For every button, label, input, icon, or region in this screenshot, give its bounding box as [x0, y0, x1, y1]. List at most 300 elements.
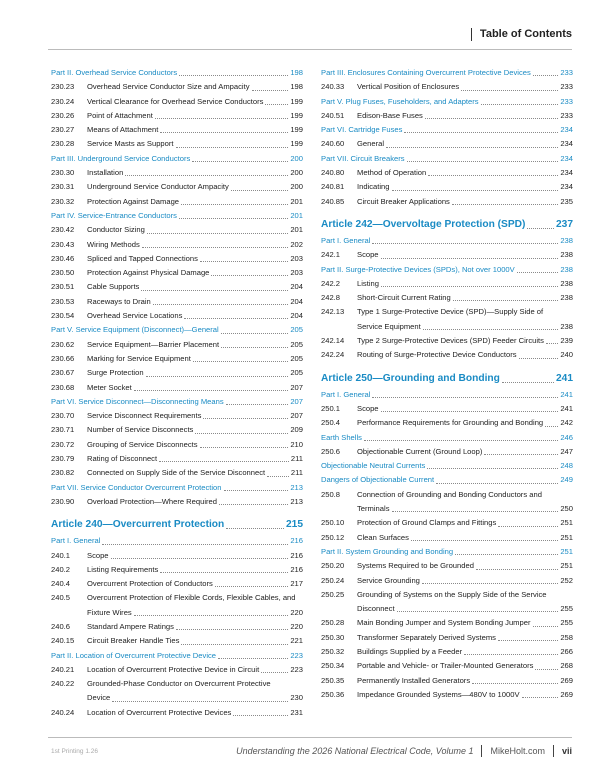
- toc-entry[interactable]: [51, 80, 303, 94]
- section-title: Location of Overcurrent Protective Device in Circuit: [87, 664, 260, 674]
- dot-leader: [218, 658, 288, 659]
- toc-entry[interactable]: [321, 645, 573, 659]
- toc-entry[interactable]: [321, 109, 573, 123]
- part-page: 249: [560, 475, 573, 485]
- section-page: 202: [290, 239, 303, 249]
- dot-leader: [141, 290, 288, 291]
- section-number: 240.4: [51, 579, 71, 589]
- section-page: 241: [560, 403, 573, 413]
- section-title: Transformer Separately Derived Systems: [357, 632, 496, 642]
- section-title-continued: Disconnect: [357, 604, 395, 614]
- section-title: Overcurrent Protection of Flexible Cords, Flexible Cables, and: [87, 593, 296, 603]
- section-page: 199: [290, 110, 303, 120]
- section-title: Performance Requirements for Grounding and Bonding: [357, 418, 544, 428]
- section-title: Service Grounding: [357, 575, 420, 585]
- toc-entry[interactable]: [51, 195, 303, 209]
- article-page: 241: [556, 372, 573, 384]
- dot-leader: [265, 104, 288, 105]
- section-number: 250.1: [321, 403, 341, 413]
- dot-leader: [436, 483, 558, 484]
- dot-leader: [533, 75, 559, 76]
- part-title: Part I. General: [51, 536, 101, 546]
- dot-leader: [231, 190, 289, 191]
- section-number: 250.24: [321, 575, 345, 585]
- toc-entry[interactable]: [51, 423, 303, 437]
- section-page: 250: [560, 504, 573, 514]
- part-title: Part II. Surge-Protective Devices (SPDs), Not over 1000V: [321, 264, 515, 274]
- toc-left-column: [51, 66, 303, 720]
- section-page: 204: [290, 296, 303, 306]
- section-number: 250.28: [321, 618, 345, 628]
- dot-leader: [453, 300, 559, 301]
- section-page: 205: [290, 353, 303, 363]
- dot-leader: [428, 175, 558, 176]
- section-title: Permanently Installed Generators: [357, 675, 471, 685]
- section-page: 207: [290, 382, 303, 392]
- section-page: 217: [290, 579, 303, 589]
- toc-entry[interactable]: [51, 223, 303, 237]
- section-number: 230.70: [51, 411, 75, 421]
- section-page: 258: [560, 632, 573, 642]
- article-heading[interactable]: [321, 372, 573, 386]
- article-spacer: [321, 209, 573, 218]
- toc-entry[interactable]: [321, 516, 573, 530]
- article-title: Article 250—Grounding and Bonding: [321, 372, 500, 384]
- website-link[interactable]: MikeHolt.com: [490, 746, 545, 756]
- toc-part-heading[interactable]: [321, 431, 573, 445]
- section-title: Service Disconnect Requirements: [87, 411, 202, 421]
- page-footer: [236, 745, 572, 757]
- toc-entry[interactable]: [51, 109, 303, 123]
- section-number: 230.71: [51, 425, 75, 435]
- section-number: 250.32: [321, 646, 345, 656]
- toc-part-heading[interactable]: [321, 459, 573, 473]
- dot-leader: [159, 461, 289, 462]
- part-title: Part III. Enclosures Containing Overcurrent Protective Devices: [321, 68, 531, 77]
- dot-leader: [533, 626, 559, 627]
- section-page: 240: [560, 350, 573, 360]
- toc-entry[interactable]: [321, 659, 573, 673]
- toc-entry[interactable]: [51, 495, 303, 509]
- section-page: 201: [290, 196, 303, 206]
- section-page: 247: [560, 446, 573, 456]
- toc-entry[interactable]: [51, 409, 303, 423]
- toc-entry[interactable]: [321, 688, 573, 702]
- dot-leader: [193, 361, 289, 362]
- toc-entry-line: [321, 588, 573, 602]
- toc-entry[interactable]: [321, 291, 573, 305]
- toc-entry[interactable]: [321, 574, 573, 588]
- section-title-continued: Device: [87, 693, 111, 703]
- toc-entry[interactable]: [51, 352, 303, 366]
- dot-leader: [211, 275, 288, 276]
- toc-entry[interactable]: [51, 366, 303, 380]
- section-page: 198: [290, 82, 303, 92]
- section-page: 223: [290, 664, 303, 674]
- toc-entry[interactable]: [51, 706, 303, 720]
- footer-separator: [553, 745, 554, 757]
- section-title: Underground Service Conductor Ampacity: [87, 182, 229, 192]
- toc-entry[interactable]: [51, 549, 303, 563]
- section-number: 250.35: [321, 675, 345, 685]
- section-title: Number of Service Disconnects: [87, 425, 194, 435]
- dot-leader: [203, 418, 288, 419]
- part-page: 248: [560, 461, 573, 471]
- section-page: 242: [560, 418, 573, 428]
- article-heading[interactable]: [51, 518, 303, 532]
- article-heading[interactable]: [321, 218, 573, 232]
- section-title: Listing: [357, 278, 379, 288]
- dot-leader: [386, 147, 558, 148]
- section-title-continued: Terminals: [357, 504, 390, 514]
- part-title: Earth Shells: [321, 432, 362, 442]
- dot-leader: [200, 447, 289, 448]
- toc-part-heading[interactable]: [51, 481, 303, 495]
- toc-part-heading[interactable]: [321, 123, 573, 137]
- section-page: 200: [290, 182, 303, 192]
- dot-leader: [372, 243, 558, 244]
- page-number: vii: [561, 746, 572, 756]
- toc-entry[interactable]: [51, 677, 303, 706]
- toc-entry[interactable]: [321, 80, 573, 94]
- part-title: Part II. Location of Overcurrent Protective Device: [51, 650, 217, 660]
- footer-separator: [481, 745, 482, 757]
- dot-leader: [184, 318, 288, 319]
- section-title: Cable Supports: [87, 282, 140, 292]
- section-page: 231: [290, 707, 303, 717]
- part-title: Part VI. Service Disconnect—Disconnecting Means: [51, 396, 224, 406]
- toc-entry[interactable]: [321, 416, 573, 430]
- part-page: 200: [290, 153, 303, 163]
- part-page: 241: [560, 389, 573, 399]
- dot-leader: [527, 228, 554, 229]
- section-number: 240.6: [51, 621, 71, 631]
- toc-entry[interactable]: [321, 616, 573, 630]
- toc-entry[interactable]: [51, 180, 303, 194]
- dot-leader: [160, 132, 288, 133]
- section-number: 230.50: [51, 268, 75, 278]
- toc-entry[interactable]: [51, 280, 303, 294]
- toc-entry[interactable]: [51, 620, 303, 634]
- section-number: 230.67: [51, 368, 75, 378]
- section-title: Circuit Breaker Handle Ties: [87, 636, 180, 646]
- section-page: 234: [560, 182, 573, 192]
- dot-leader: [392, 511, 559, 512]
- section-number: 230.54: [51, 311, 75, 321]
- toc-entry[interactable]: [321, 531, 573, 545]
- toc-entry[interactable]: [321, 180, 573, 194]
- toc-part-heading[interactable]: [51, 395, 303, 409]
- section-title: Connected on Supply Side of the Service Disconnect: [87, 468, 266, 478]
- section-number: 230.31: [51, 182, 75, 192]
- toc-part-heading[interactable]: [51, 534, 303, 548]
- toc-entry[interactable]: [321, 445, 573, 459]
- section-title: Grounding of Systems on the Supply Side of the Service: [357, 589, 547, 599]
- section-page: 234: [560, 168, 573, 178]
- section-number: 230.23: [51, 82, 75, 92]
- section-title: Meter Socket: [87, 382, 132, 392]
- toc-entry[interactable]: [321, 137, 573, 151]
- part-title: Part I. General: [321, 235, 371, 245]
- toc-entry[interactable]: [51, 338, 303, 352]
- part-title: Part III. Underground Service Conductors: [51, 153, 191, 163]
- toc-entry[interactable]: [51, 252, 303, 266]
- toc-entry[interactable]: [321, 559, 573, 573]
- toc-part-heading[interactable]: [321, 95, 573, 109]
- section-page: 210: [290, 439, 303, 449]
- part-title: Part I. General: [321, 389, 371, 399]
- section-number: 250.10: [321, 518, 345, 528]
- dot-leader: [160, 572, 288, 573]
- dot-leader: [476, 569, 558, 570]
- toc-entry[interactable]: [321, 402, 573, 416]
- section-page: 220: [290, 621, 303, 631]
- section-page: 211: [290, 468, 303, 478]
- part-title: Part II. System Grounding and Bonding: [321, 546, 454, 556]
- dot-leader: [179, 218, 288, 219]
- toc-part-heading[interactable]: [321, 152, 573, 166]
- toc-part-heading[interactable]: [321, 263, 573, 277]
- section-title: Conductor Sizing: [87, 225, 145, 235]
- section-title: Type 2 Surge-Protective Devices (SPD) Feeder Circuits: [357, 336, 544, 346]
- dot-leader: [498, 640, 558, 641]
- section-page: 251: [560, 532, 573, 542]
- section-title: Means of Attachment: [87, 125, 159, 135]
- section-title: Portable and Vehicle- or Trailer-Mounted Generators: [357, 661, 534, 671]
- section-title: Marking for Service Equipment: [87, 353, 191, 363]
- section-title-continued: Service Equipment: [357, 321, 421, 331]
- section-page: 269: [560, 689, 573, 699]
- toc-part-heading[interactable]: [51, 323, 303, 337]
- toc-entry[interactable]: [321, 195, 573, 209]
- section-title: Clean Surfaces: [357, 532, 409, 542]
- section-number: 240.33: [321, 82, 345, 92]
- toc-part-heading[interactable]: [51, 649, 303, 663]
- toc-entry[interactable]: [51, 634, 303, 648]
- section-number: 242.8: [321, 293, 341, 303]
- dot-leader: [102, 544, 288, 545]
- toc-entry[interactable]: [51, 266, 303, 280]
- part-title: Part VII. Circuit Breakers: [321, 153, 405, 163]
- toc-entry[interactable]: [321, 348, 573, 362]
- section-number: 240.51: [321, 110, 345, 120]
- section-page: 205: [290, 339, 303, 349]
- toc-entry[interactable]: [321, 277, 573, 291]
- dot-leader: [176, 147, 289, 148]
- dot-leader: [404, 132, 558, 133]
- section-number: 250.20: [321, 561, 345, 571]
- dot-leader: [146, 376, 289, 377]
- article-page: 215: [286, 519, 303, 531]
- toc-entry-line: [321, 488, 573, 502]
- section-page: 204: [290, 282, 303, 292]
- article-spacer: [51, 509, 303, 518]
- section-number: 240.22: [51, 679, 75, 689]
- toc-part-heading[interactable]: [321, 545, 573, 559]
- section-page: 251: [560, 518, 573, 528]
- section-number: 240.5: [51, 593, 71, 603]
- section-title: Type 1 Surge-Protective Device (SPD)—Supply Side of: [357, 307, 544, 317]
- part-title: Part V. Service Equipment (Disconnect)—General: [51, 325, 219, 335]
- section-number: 230.42: [51, 225, 75, 235]
- toc-entry[interactable]: [51, 166, 303, 180]
- section-number: 230.90: [51, 496, 75, 506]
- dot-leader: [455, 554, 558, 555]
- dot-leader: [142, 247, 289, 248]
- dot-leader: [181, 644, 288, 645]
- toc-entry[interactable]: [321, 674, 573, 688]
- printing-note: 1st Printing 1.26: [51, 748, 98, 755]
- toc-entry[interactable]: [321, 631, 573, 645]
- section-title: Grouping of Service Disconnects: [87, 439, 198, 449]
- section-number: 240.81: [321, 182, 345, 192]
- section-title: Scope: [357, 250, 379, 260]
- part-title: Objectionable Neutral Currents: [321, 461, 426, 471]
- dot-leader: [522, 697, 559, 698]
- toc-entry[interactable]: [51, 137, 303, 151]
- dot-leader: [224, 490, 289, 491]
- dot-leader: [221, 333, 289, 334]
- section-page: 203: [290, 253, 303, 263]
- toc-entry-line: [51, 591, 303, 605]
- dot-leader: [153, 304, 289, 305]
- section-title: Edison-Base Fuses: [357, 110, 423, 120]
- toc-entry[interactable]: [321, 166, 573, 180]
- toc-right-column: [321, 66, 573, 702]
- toc-entry[interactable]: [51, 95, 303, 109]
- dot-leader: [481, 104, 559, 105]
- header-divider: [48, 49, 572, 50]
- part-page: 251: [560, 546, 573, 556]
- dot-leader: [261, 672, 288, 673]
- section-title: Rating of Disconnect: [87, 454, 158, 464]
- section-number: 240.15: [51, 636, 75, 646]
- toc-entry[interactable]: [51, 123, 303, 137]
- section-number: 240.85: [321, 196, 345, 206]
- dot-leader: [472, 683, 558, 684]
- dot-leader: [502, 382, 554, 383]
- part-page: 238: [560, 264, 573, 274]
- dot-leader: [181, 204, 288, 205]
- section-number: 230.46: [51, 253, 75, 263]
- toc-entry[interactable]: [321, 248, 573, 262]
- dot-leader: [147, 233, 288, 234]
- toc-part-heading[interactable]: [51, 152, 303, 166]
- section-title: Method of Operation: [357, 168, 427, 178]
- toc-part-heading[interactable]: [321, 473, 573, 487]
- toc-part-heading[interactable]: [321, 66, 573, 80]
- toc-entry[interactable]: [51, 309, 303, 323]
- toc-entry[interactable]: [51, 381, 303, 395]
- section-number: 242.14: [321, 336, 345, 346]
- toc-part-heading[interactable]: [321, 388, 573, 402]
- section-page: 235: [560, 196, 573, 206]
- section-page: 203: [290, 268, 303, 278]
- section-title: Objectionable Current (Ground Loop): [357, 446, 483, 456]
- toc-entry-continuation: [321, 502, 573, 516]
- section-title: Installation: [87, 168, 124, 178]
- dot-leader: [425, 118, 558, 119]
- toc-entry[interactable]: [51, 591, 303, 620]
- part-page: 234: [560, 153, 573, 163]
- section-number: 250.34: [321, 661, 345, 671]
- dot-leader: [484, 454, 558, 455]
- dot-leader: [219, 504, 288, 505]
- toc-entry[interactable]: [51, 563, 303, 577]
- part-title: Part V. Plug Fuses, Fuseholders, and Adapters: [321, 96, 479, 106]
- dot-leader: [155, 118, 288, 119]
- dot-leader: [134, 615, 289, 616]
- section-page: 234: [560, 139, 573, 149]
- section-number: 242.24: [321, 350, 345, 360]
- section-page: 220: [290, 607, 303, 617]
- part-title: Part II. Overhead Service Conductors: [51, 68, 178, 77]
- part-title: Part VI. Cartridge Fuses: [321, 125, 403, 135]
- section-title: Point of Attachment: [87, 110, 153, 120]
- section-number: 230.32: [51, 196, 75, 206]
- toc-entry[interactable]: [51, 295, 303, 309]
- toc-part-heading[interactable]: [51, 66, 303, 80]
- toc-entry[interactable]: [51, 452, 303, 466]
- section-page: 199: [290, 125, 303, 135]
- toc-part-heading[interactable]: [321, 234, 573, 248]
- part-page: 213: [290, 482, 303, 492]
- dot-leader: [226, 528, 284, 529]
- dot-leader: [464, 654, 558, 655]
- dot-leader: [364, 440, 558, 441]
- part-page: 234: [560, 125, 573, 135]
- section-page: 255: [560, 618, 573, 628]
- section-page: 205: [290, 368, 303, 378]
- dot-leader: [215, 586, 289, 587]
- section-number: 230.68: [51, 382, 75, 392]
- toc-entry[interactable]: [321, 305, 573, 334]
- section-number: 230.24: [51, 96, 75, 106]
- section-page: 252: [560, 575, 573, 585]
- section-number: 230.26: [51, 110, 75, 120]
- dot-leader: [381, 258, 559, 259]
- section-title: Main Bonding Jumper and System Bonding Jumper: [357, 618, 531, 628]
- section-page: 255: [560, 604, 573, 614]
- dot-leader: [546, 343, 558, 344]
- dot-leader: [221, 347, 288, 348]
- article-title: Article 240—Overcurrent Protection: [51, 519, 225, 531]
- dot-leader: [545, 426, 558, 427]
- section-title: Raceways to Drain: [87, 296, 151, 306]
- section-page: 201: [290, 225, 303, 235]
- section-page: 209: [290, 425, 303, 435]
- section-number: 230.82: [51, 468, 75, 478]
- section-page: 204: [290, 311, 303, 321]
- toc-entry[interactable]: [321, 588, 573, 617]
- section-page: 199: [290, 139, 303, 149]
- section-title: Vertical Position of Enclosures: [357, 82, 460, 92]
- section-number: 250.30: [321, 632, 345, 642]
- toc-entry[interactable]: [51, 438, 303, 452]
- toc-entry[interactable]: [321, 334, 573, 348]
- toc-entry[interactable]: [51, 238, 303, 252]
- toc-entry[interactable]: [51, 577, 303, 591]
- section-number: 230.72: [51, 439, 75, 449]
- toc-entry[interactable]: [51, 663, 303, 677]
- toc-part-heading[interactable]: [51, 209, 303, 223]
- toc-entry[interactable]: [51, 466, 303, 480]
- toc-entry-continuation: [321, 320, 573, 334]
- toc-entry[interactable]: [321, 488, 573, 517]
- part-page: 201: [290, 210, 303, 220]
- section-number: 230.28: [51, 139, 75, 149]
- dot-leader: [233, 715, 288, 716]
